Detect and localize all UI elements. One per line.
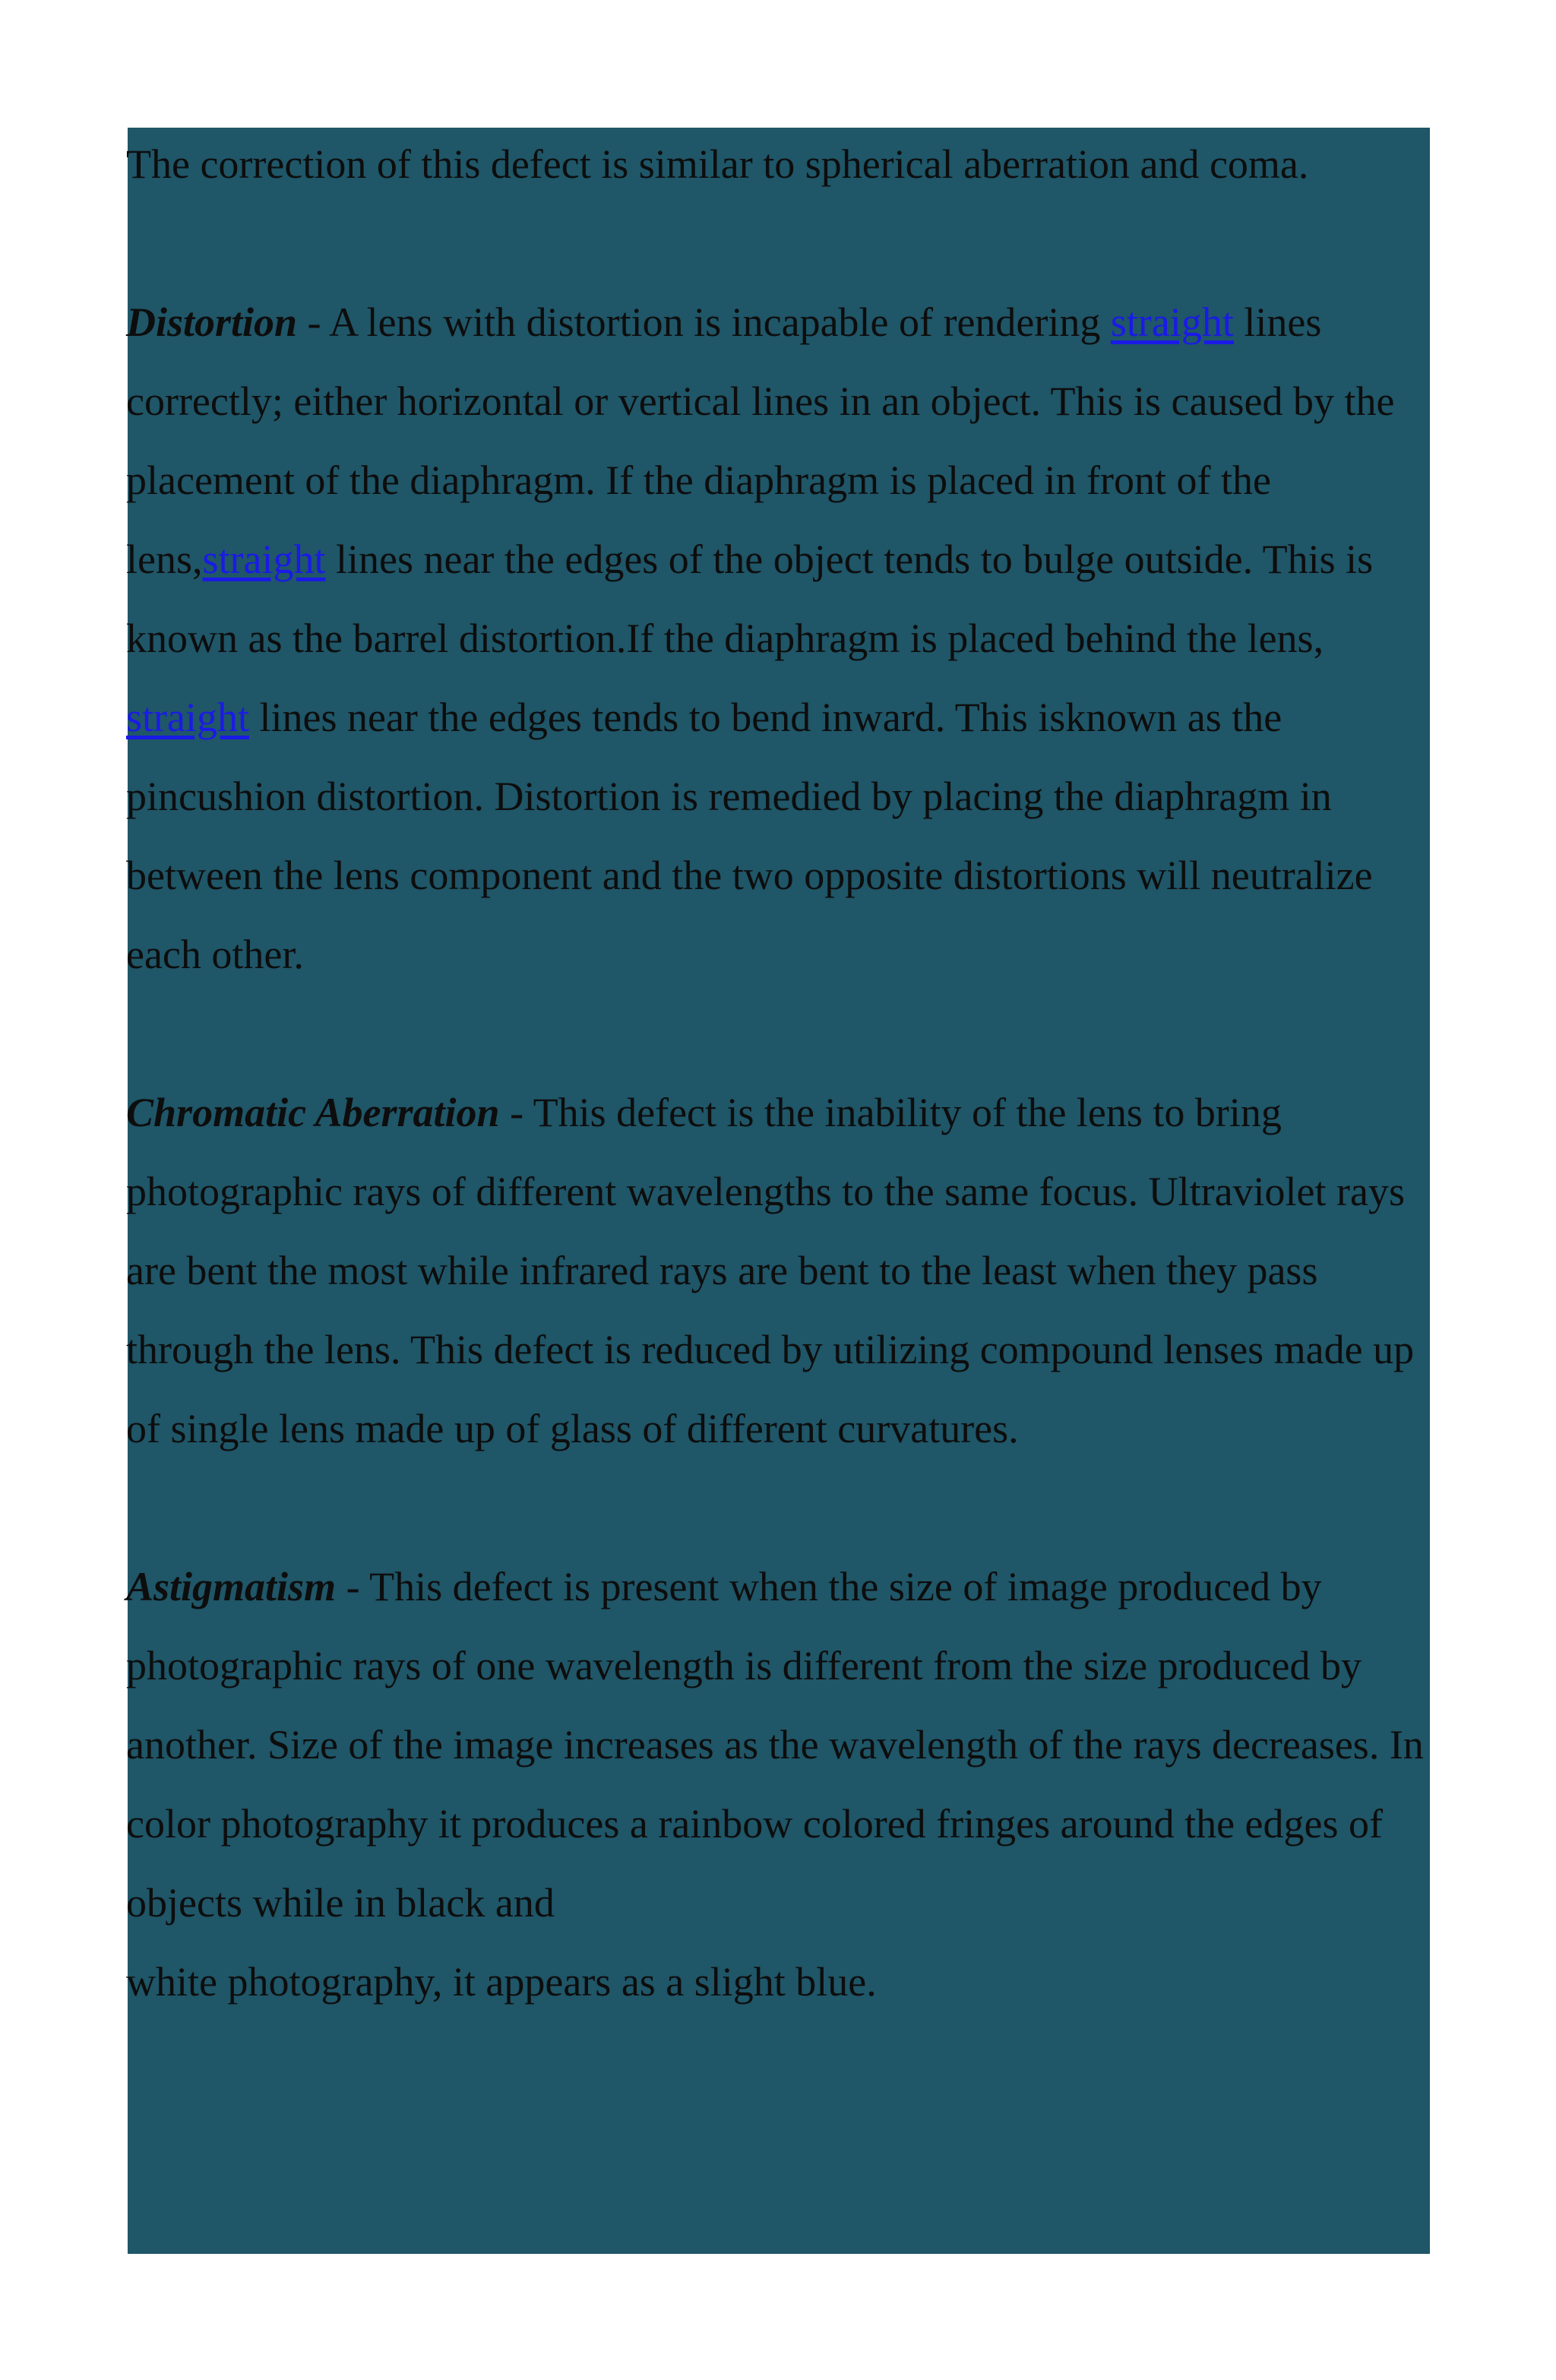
distortion-text-1: A lens with distortion is incapable of rendering	[329, 299, 1111, 345]
distortion-separator: -	[297, 299, 330, 345]
astigmatism-paragraph	[126, 1547, 1433, 2021]
astigmatism-text-2: white photography, it appears as a slight blue.	[126, 1959, 877, 2005]
distortion-text-3: lines near the edges of the object tends to bulge outside. This is known as the barrel distortion.If the diaphragm is placed behind the lens,	[126, 536, 1374, 661]
astigmatism-text: This defect is present when the size of image produced by photographic rays of one wavelength is different from the size produced by another. Size of the image increases as the wavelength of the rays decreases. In color photography it produces a rainbow colored fringes around the edges of objects while in black and	[126, 1564, 1424, 1926]
distortion-term: Distortion	[126, 299, 298, 345]
chromatic-paragraph	[126, 1073, 1433, 1468]
chromatic-separator: -	[499, 1090, 533, 1135]
paragraph-spacer	[126, 994, 1433, 1073]
chromatic-text: This defect is the inability of the lens to bring photographic rays of different wavelengths to the same focus. Ultraviolet rays are bent the most while infrared rays are bent to the least when they pass through the lens. This defect is reduced by utilizing compound lenses made up of single lens made up of glass of different curvatures.	[126, 1090, 1415, 1451]
paragraph-spacer	[126, 1468, 1433, 1547]
astigmatism-separator: -	[336, 1564, 370, 1609]
straight-link-2[interactable]: straight	[202, 536, 326, 582]
distortion-paragraph	[126, 283, 1433, 994]
document-body	[126, 125, 1433, 2021]
distortion-text-4: lines near the edges tends to bend inward. This isknown as the pincushion distortion. Distortion is remedied by placing the diaphragm in between the lens component and the two opposite distortions will neutralize each other.	[126, 695, 1373, 977]
paragraph-spacer	[126, 204, 1433, 283]
straight-link-3[interactable]: straight	[126, 695, 249, 740]
distortion-text-2: lines correctly; either horizontal or vertical lines in an object. This is caused by the placement of the diaphragm. If the diaphragm is placed in front of the lens,	[126, 299, 1395, 582]
chromatic-term: Chromatic Aberration	[126, 1090, 500, 1135]
straight-link-1[interactable]: straight	[1110, 299, 1234, 345]
intro-paragraph: The correction of this defect is similar to spherical aberration and coma.	[126, 141, 1309, 187]
astigmatism-term: Astigmatism	[126, 1564, 337, 1609]
